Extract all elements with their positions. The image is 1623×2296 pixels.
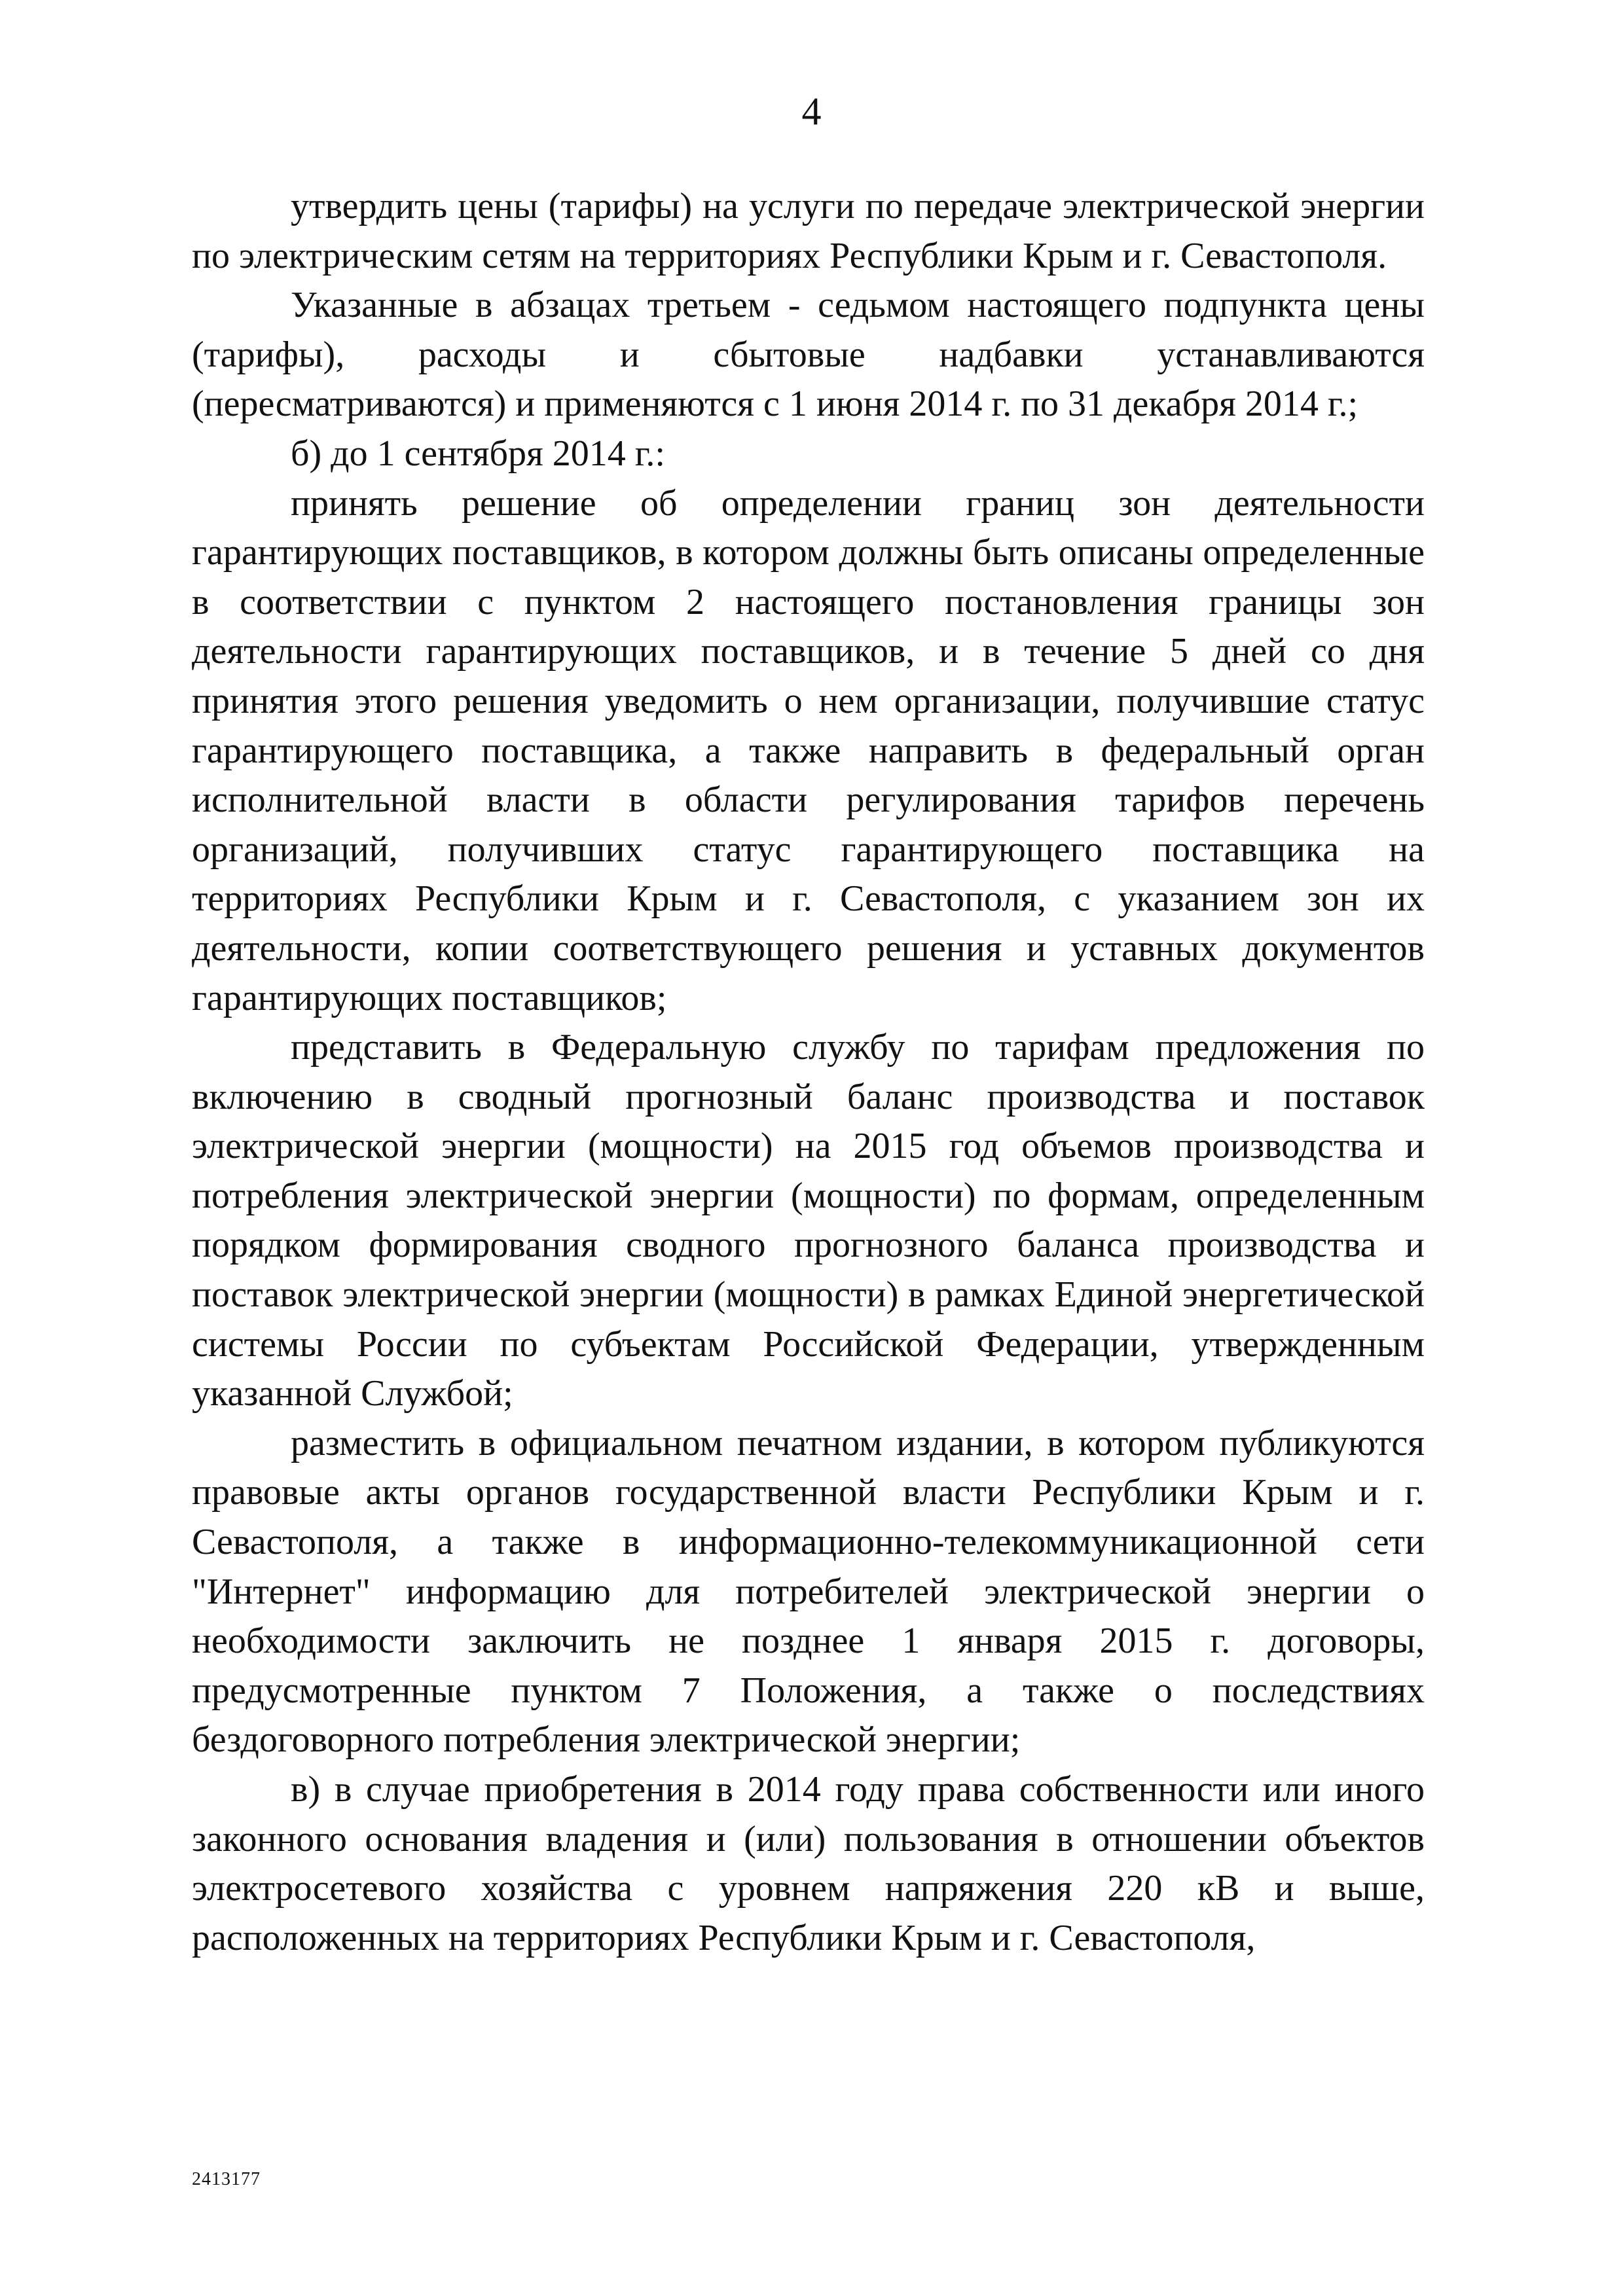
paragraph-approve-tariffs: утвердить цены (тарифы) на услуги по передаче электрической энергии по электрическим сетям на территориях Республики Крым и г. Севастополя. <box>192 186 1425 276</box>
page-number: 4 <box>801 90 822 133</box>
paragraph-item-v: в) в случае приобретения в 2014 году права собственности или иного законного основания владения и (или) пользования в отношении объектов электросетевого хозяйства с уровнем напряжения 220 кВ и выше, расположенных на территориях Республики Крым и г. Севастополя, <box>192 1769 1425 1958</box>
paragraph-item-b-heading: б) до 1 сентября 2014 г.: <box>291 433 665 474</box>
document-code: 2413177 <box>192 2169 261 2189</box>
paragraph-tariff-period: Указанные в абзацах третьем - седьмом настоящего подпункта цены (тарифы), расходы и сбытовые надбавки устанавливаются (пересматриваются) и применяются с 1 июня 2014 г. по 31 декабря 2014 г.; <box>192 285 1425 425</box>
paragraph-publish-info: разместить в официальном печатном издании, в котором публикуются правовые акты органов государственной власти Республики Крым и г. Севастополя, а также в информационно-телекоммуникационной сети "Интернет" информацию для потребителей электрической энергии о необходимости заключить не позднее 1 января 2015 г. договоры, предусмотренные пунктом 7 Положения, а также о последствиях бездоговорного потребления электрической энергии; <box>192 1422 1425 1761</box>
paragraph-forecast-balance: представить в Федеральную службу по тарифам предложения по включению в сводный прогнозный баланс производства и поставок электрической энергии (мощности) на 2015 год объемов производства и потребления электрической энергии (мощности) по формам, определенным порядком формирования сводного прогнозного баланса производства и поставок электрической энергии (мощности) в рамках Единой энергетической системы России по субъектам Российской Федерации, утвержденным указанной Службой; <box>192 1027 1425 1414</box>
paragraph-supplier-zones: принять решение об определении границ зон деятельности гарантирующих поставщиков, в котором должны быть описаны определенные в соответствии с пунктом 2 настоящего постановления границы зон деятельности гарантирующих поставщиков, и в течение 5 дней со дня принятия этого решения уведомить о нем организации, получившие статус гарантирующего поставщика, а также направить в федеральный орган исполнительной власти в области регулирования тарифов перечень организаций, получивших статус гарантирующего поставщика на территориях Республики Крым и г. Севастополя, с указанием зон их деятельности, копии соответствующего решения и уставных документов гарантирующих поставщиков; <box>192 482 1425 1018</box>
document-body <box>192 182 1425 1963</box>
